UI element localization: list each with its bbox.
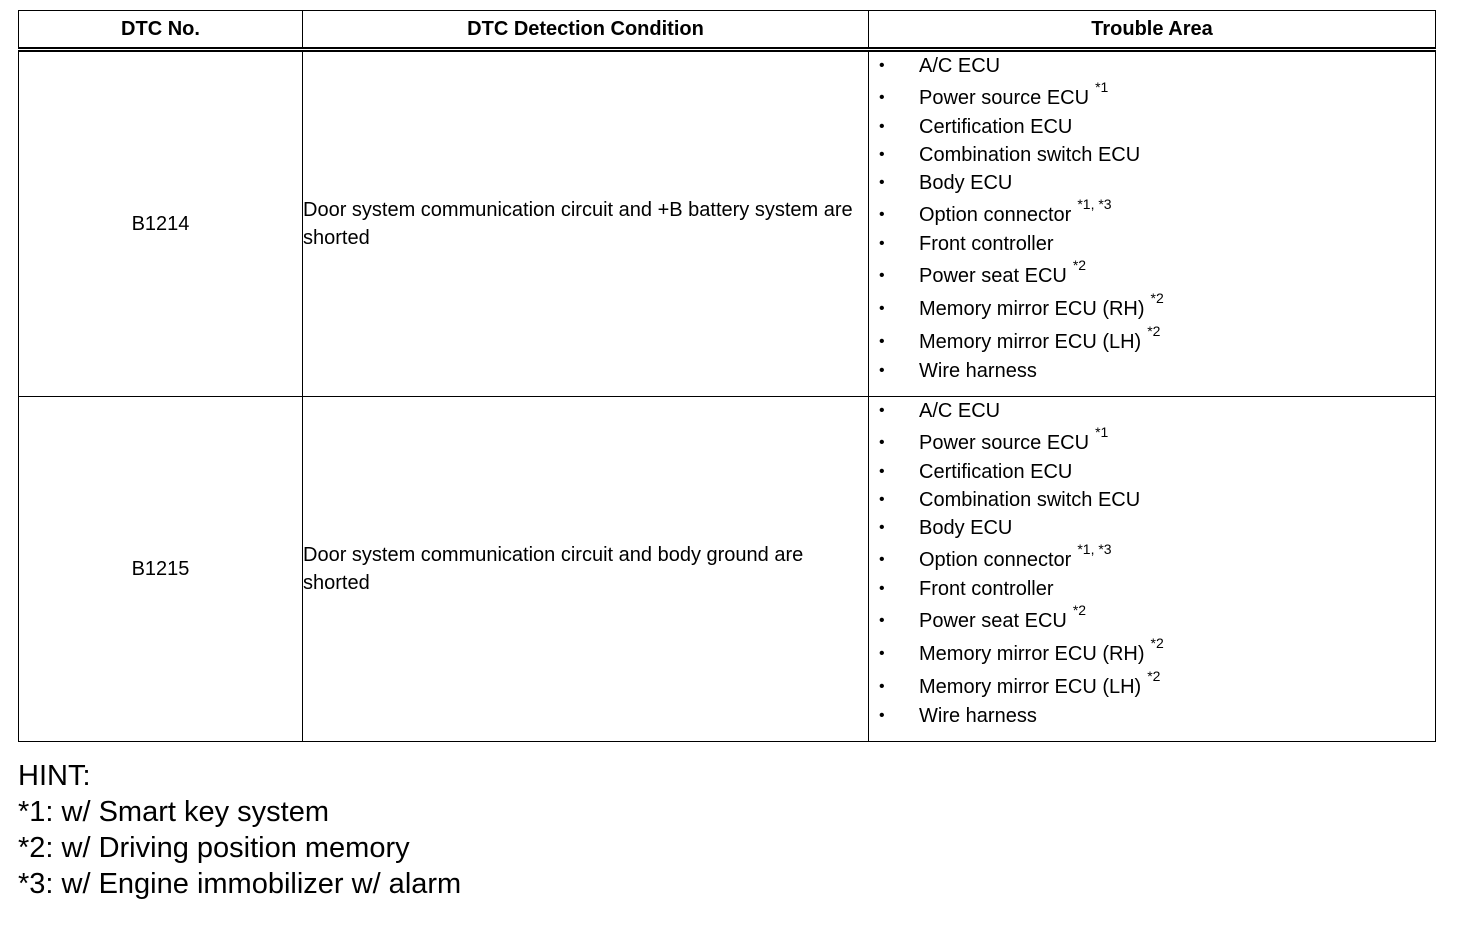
trouble-area-item <box>869 669 1435 702</box>
trouble-area-text: Wire harness <box>919 705 1037 727</box>
trouble-area-item <box>869 514 1435 542</box>
dtc-code: B1214 <box>19 50 303 397</box>
bullet-icon: • <box>879 519 885 536</box>
bullet-icon: • <box>879 678 885 695</box>
bullet-icon: • <box>879 580 885 597</box>
trouble-area-text: Power seat ECU <box>919 610 1067 632</box>
trouble-area-item <box>869 397 1435 425</box>
trouble-area-text: Combination switch ECU <box>919 489 1141 511</box>
bullet-icon: • <box>879 206 885 223</box>
bullet-icon: • <box>879 235 885 252</box>
bullet-icon: • <box>879 434 885 451</box>
trouble-area-text: Memory mirror ECU (RH) <box>919 643 1145 665</box>
trouble-area-text: Certification ECU <box>919 116 1073 138</box>
trouble-area-text: Memory mirror ECU (LH) <box>919 331 1142 353</box>
trouble-area-item <box>869 603 1435 636</box>
footnote-ref: *2 <box>1150 290 1164 307</box>
bullet-icon: • <box>879 146 885 163</box>
trouble-area-item <box>869 702 1435 730</box>
trouble-area-text: Memory mirror ECU (RH) <box>919 298 1145 320</box>
trouble-area-text: Power source ECU <box>919 87 1090 109</box>
bullet-icon: • <box>879 463 885 480</box>
hint-section <box>18 758 461 902</box>
trouble-area-item <box>869 52 1435 80</box>
detection-condition: Door system communication circuit and +B battery system are shorted <box>303 50 869 397</box>
trouble-area-cell <box>869 50 1436 397</box>
bullet-icon: • <box>879 300 885 317</box>
trouble-area-text: Option connector <box>919 204 1072 226</box>
table-row <box>19 50 1436 397</box>
trouble-area-text: A/C ECU <box>919 55 1001 77</box>
bullet-icon: • <box>879 402 885 419</box>
footnote-ref: *1 <box>1095 424 1109 441</box>
trouble-area-text: Combination switch ECU <box>919 144 1141 166</box>
trouble-area-text: Power source ECU <box>919 432 1090 454</box>
trouble-area-text: Power seat ECU <box>919 265 1067 287</box>
trouble-area-text: Front controller <box>919 578 1054 600</box>
footnote-ref: *2 <box>1072 257 1087 274</box>
trouble-area-item <box>869 357 1435 385</box>
trouble-area-item <box>869 458 1435 486</box>
hint-note: *3: w/ Engine immobilizer w/ alarm <box>18 868 462 900</box>
bullet-icon: • <box>879 174 885 191</box>
hint-title: HINT: <box>18 760 91 792</box>
bullet-icon: • <box>879 612 885 629</box>
bullet-icon: • <box>879 89 885 106</box>
trouble-area-item <box>869 230 1435 258</box>
hint-note: *1: w/ Smart key system <box>18 796 330 828</box>
trouble-area-item <box>869 141 1435 169</box>
bullet-icon: • <box>879 645 885 662</box>
footnote-ref: *2 <box>1150 635 1164 652</box>
footnote-ref: *1, *3 <box>1077 196 1112 213</box>
trouble-area-item <box>869 636 1435 669</box>
bullet-icon: • <box>879 362 885 379</box>
trouble-area-item <box>869 258 1435 291</box>
trouble-area-item <box>869 575 1435 603</box>
trouble-area-text: Memory mirror ECU (LH) <box>919 676 1142 698</box>
footnote-ref: *1 <box>1095 79 1109 96</box>
bullet-icon: • <box>879 491 885 508</box>
trouble-area-text: Wire harness <box>919 360 1037 382</box>
bullet-icon: • <box>879 118 885 135</box>
trouble-area-text: Option connector <box>919 549 1072 571</box>
trouble-area-item <box>869 486 1435 514</box>
detection-condition: Door system communication circuit and body ground are shorted <box>303 397 869 742</box>
header-dtc-no: DTC No. <box>19 11 303 50</box>
trouble-area-text: Certification ECU <box>919 461 1073 483</box>
trouble-area-text: A/C ECU <box>919 400 1001 422</box>
footnote-ref: *1, *3 <box>1077 541 1112 558</box>
bullet-icon: • <box>879 707 885 724</box>
trouble-area-cell <box>869 397 1436 742</box>
trouble-area-item <box>869 80 1435 113</box>
header-row <box>19 11 1436 50</box>
bullet-icon: • <box>879 267 885 284</box>
bullet-icon: • <box>879 551 885 568</box>
footnote-ref: *2 <box>1072 602 1087 619</box>
bullet-icon: • <box>879 57 885 74</box>
trouble-area-list <box>869 397 1435 730</box>
bullet-icon: • <box>879 333 885 350</box>
dtc-table <box>18 10 1436 742</box>
trouble-area-item <box>869 542 1435 575</box>
hint-note: *2: w/ Driving position memory <box>18 832 410 864</box>
trouble-area-item <box>869 291 1435 324</box>
footnote-ref: *2 <box>1147 323 1161 340</box>
trouble-area-item <box>869 425 1435 458</box>
trouble-area-item <box>869 197 1435 230</box>
trouble-area-item <box>869 324 1435 357</box>
trouble-area-list <box>869 52 1435 385</box>
trouble-area-item <box>869 113 1435 141</box>
header-detection-condition: DTC Detection Condition <box>303 11 869 50</box>
trouble-area-text: Body ECU <box>919 172 1013 194</box>
trouble-area-text: Body ECU <box>919 517 1013 539</box>
header-trouble-area: Trouble Area <box>869 11 1436 50</box>
dtc-code: B1215 <box>19 397 303 742</box>
footnote-ref: *2 <box>1147 668 1161 685</box>
table-row <box>19 397 1436 742</box>
trouble-area-item <box>869 169 1435 197</box>
trouble-area-text: Front controller <box>919 233 1054 255</box>
